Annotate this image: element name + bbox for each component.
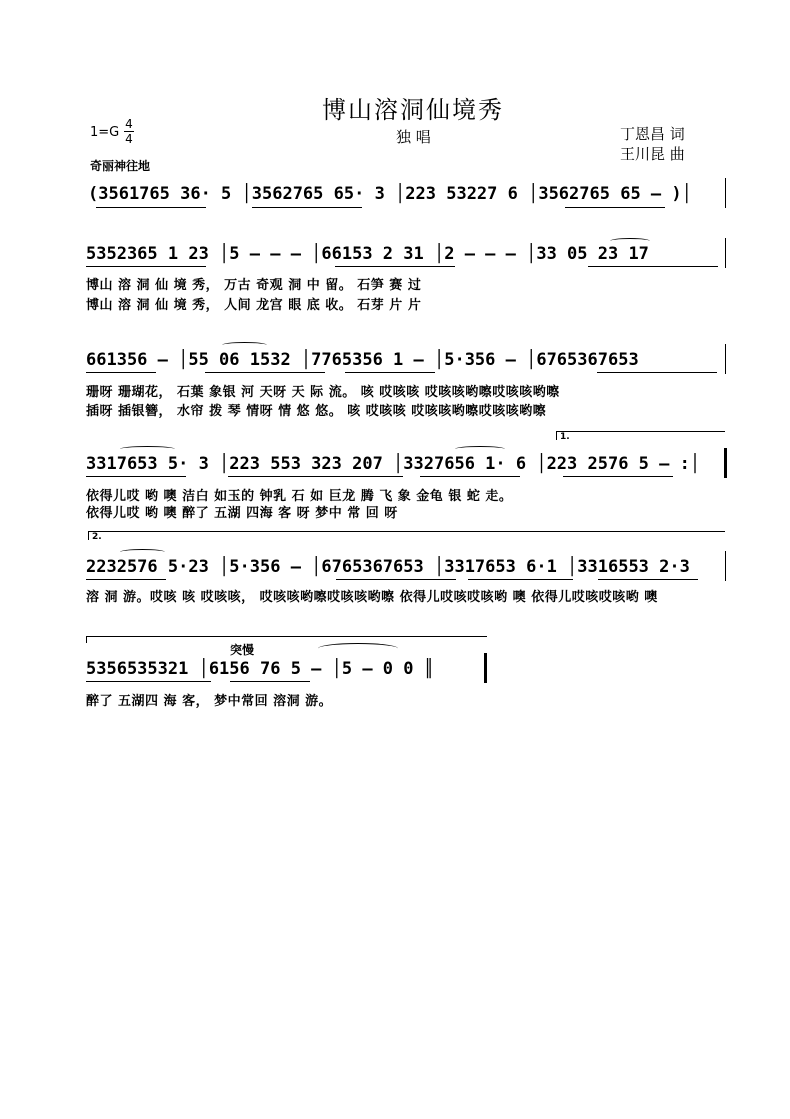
system-4-repeat-barline bbox=[724, 448, 727, 478]
first-ending-bracket bbox=[556, 431, 725, 440]
system-3-underline bbox=[86, 372, 156, 373]
system-1-underline bbox=[252, 207, 362, 208]
system-6-slur bbox=[318, 643, 398, 654]
system-6-underline bbox=[230, 681, 310, 682]
system-6-notes: 5356535321 │6156 76 5 – │5 – 0 0 ║ bbox=[86, 659, 434, 679]
time-signature-top: 4 bbox=[125, 117, 133, 131]
system-3-underline bbox=[597, 372, 717, 373]
system-3-barline bbox=[725, 344, 726, 374]
system-3-lyrics-verse-1: 珊呀 珊瑚花， 石葉 象银 河 天呀 天 际 流。 咳 哎咳咳 哎咳咳哟嚓哎咳咳哟嚓 bbox=[86, 385, 560, 400]
system-4-slur bbox=[120, 446, 175, 452]
system-5-slur bbox=[120, 549, 165, 555]
system-4-underline bbox=[228, 476, 403, 477]
second-ending-label: 2. bbox=[92, 532, 102, 542]
key-signature: 1=G bbox=[90, 125, 120, 140]
system-5-underline bbox=[468, 579, 573, 580]
system-5-lyrics: 溶 洞 游。哎咳 咳 哎咳咳， 哎咳咳哟嚓哎咳咳哟嚓 依得儿哎咳哎咳哟 噢 依得儿哎咳哎咳哟 噢 bbox=[86, 590, 658, 605]
system-5-underline bbox=[336, 579, 456, 580]
system-4-underline bbox=[420, 476, 520, 477]
system-3-notes: 661356 – │55 06 1532 │7765356 1 – │5·356 – │6765367653 bbox=[86, 350, 639, 370]
system-4-lyrics-verse-1: 依得儿哎 哟 噢 洁白 如玉的 钟乳 石 如 巨龙 腾 飞 象 金龟 银 蛇 走。 bbox=[86, 489, 513, 504]
system-5-underline bbox=[598, 579, 698, 580]
system-5-notes: 2232576 5·23 │5·356 – │6765367653 │3317653 6·1 │3316553 2·3 bbox=[86, 557, 690, 577]
system-1-notes: (3561765 36· 5 │3562765 65· 3 │223 53227 6 │3562765 65 – )│ bbox=[88, 184, 692, 204]
system-3-underline bbox=[345, 372, 435, 373]
system-2-lyrics-verse-1: 博山 溶 洞 仙 境 秀， 万古 奇观 洞 中 留。 石笋 赛 过 bbox=[86, 278, 422, 293]
lyricist: 丁恩昌 词 bbox=[620, 125, 685, 143]
performance-type: 独 唱 bbox=[396, 128, 431, 146]
system-5-underline bbox=[86, 579, 166, 580]
system-4-underline bbox=[563, 476, 673, 477]
system-2-slur bbox=[610, 238, 650, 244]
song-title: 博山溶洞仙境秀 bbox=[322, 96, 504, 124]
composer: 王川昆 曲 bbox=[620, 145, 685, 163]
system-3-lyrics-verse-2: 插呀 插银簪， 水帘 拨 琴 情呀 情 悠 悠。 咳 哎咳咳 哎咳咳哟嚓哎咳咳哟嚓 bbox=[86, 404, 547, 419]
system-6-final-barline bbox=[484, 653, 487, 683]
system-2-underline bbox=[335, 266, 455, 267]
system-4-slur bbox=[455, 446, 505, 452]
system-6-lyrics: 醉了 五湖四 海 客， 梦中常回 溶洞 游。 bbox=[86, 694, 333, 709]
tempo-change-marking: 突慢 bbox=[230, 643, 255, 657]
coda-bracket bbox=[86, 636, 487, 643]
system-4-notes: 3317653 5· 3 │223 553 323 207 │3327656 1· 6 │223 2576 5 – :│ bbox=[86, 454, 701, 474]
system-3-underline bbox=[205, 372, 325, 373]
system-1-underline bbox=[96, 207, 206, 208]
time-signature-bottom: 4 bbox=[125, 132, 133, 146]
system-2-underline bbox=[588, 266, 718, 267]
system-5-barline bbox=[725, 551, 726, 581]
first-ending-label: 1. bbox=[560, 432, 570, 442]
system-3-slur bbox=[222, 342, 267, 348]
system-4-underline bbox=[86, 476, 186, 477]
tempo-marking: 奇丽神往地 bbox=[90, 159, 151, 173]
system-2-underline bbox=[86, 266, 206, 267]
system-2-lyrics-verse-2: 博山 溶 洞 仙 境 秀， 人间 龙宫 眼 底 收。 石芽 片 片 bbox=[86, 298, 422, 313]
system-1-underline bbox=[565, 207, 665, 208]
system-2-notes: 5352365 1 23 │5 – – – │66153 2 31 │2 – – – │33 05 23 17 bbox=[86, 244, 649, 264]
system-2-barline bbox=[725, 238, 726, 268]
system-4-lyrics-verse-2: 依得儿哎 哟 噢 醉了 五湖 四海 客 呀 梦中 常 回 呀 bbox=[86, 506, 398, 521]
second-ending-bracket bbox=[88, 531, 725, 540]
system-1-barline bbox=[725, 178, 726, 208]
system-6-underline bbox=[86, 681, 211, 682]
